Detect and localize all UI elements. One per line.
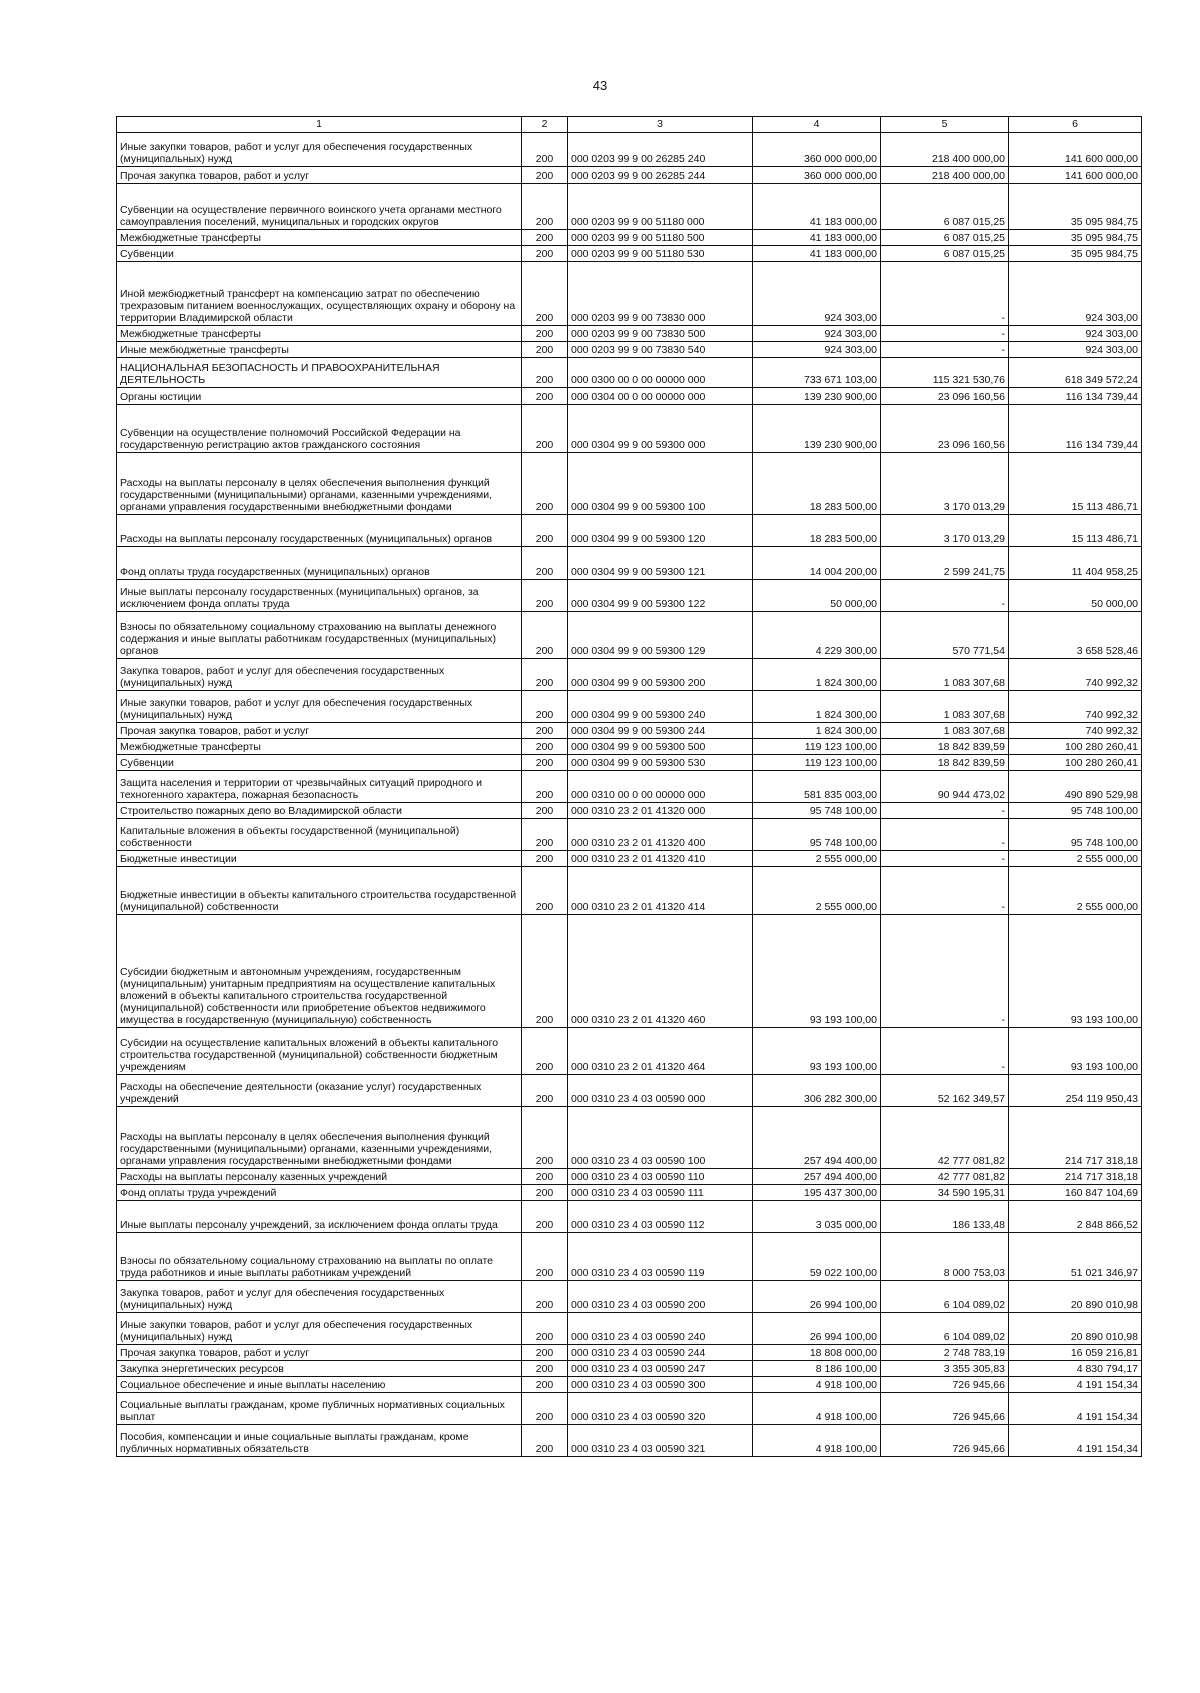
row-executed-cell: 3 170 013,29 (881, 453, 1009, 515)
row-admin-code-cell: 200 (522, 867, 568, 915)
row-admin-code-cell: 200 (522, 167, 568, 184)
row-name-cell: Субсидии бюджетным и автономным учреждениям, государственным (муниципальным) унитарным предприятиям на осуществление капитальных вложений в объекты капитального строительства государственной (муниципальной) собственности или приобретение объектов недвижимого имущества в государственную (муниципальную) собственность (117, 915, 522, 1028)
row-approved-cell: 95 748 100,00 (753, 819, 881, 851)
table-row (117, 262, 1142, 326)
row-admin-code-cell: 200 (522, 358, 568, 388)
table-row (117, 358, 1142, 388)
row-name-cell: Иные закупки товаров, работ и услуг для обеспечения государственных (муниципальных) нужд (117, 691, 522, 723)
row-approved-cell: 1 824 300,00 (753, 691, 881, 723)
row-approved-cell: 119 123 100,00 (753, 755, 881, 771)
row-budget-code-cell: 000 0310 23 4 03 00590 240 (568, 1313, 753, 1345)
row-executed-cell: 42 777 081,82 (881, 1107, 1009, 1169)
row-admin-code-cell: 200 (522, 1393, 568, 1425)
row-approved-cell: 924 303,00 (753, 342, 881, 358)
row-budget-code-cell: 000 0203 99 9 00 51180 530 (568, 246, 753, 262)
row-approved-cell: 4 918 100,00 (753, 1393, 881, 1425)
row-budget-code-cell: 000 0310 23 2 01 41320 460 (568, 915, 753, 1028)
row-unexecuted-cell: 740 992,32 (1009, 659, 1142, 691)
row-executed-cell: 23 096 160,56 (881, 388, 1009, 405)
table-row (117, 1393, 1142, 1425)
row-name-cell: Фонд оплаты труда учреждений (117, 1185, 522, 1201)
row-executed-cell: 3 355 305,83 (881, 1361, 1009, 1377)
row-admin-code-cell: 200 (522, 723, 568, 739)
row-approved-cell: 4 918 100,00 (753, 1425, 881, 1457)
row-name-cell: Пособия, компенсации и иные социальные выплаты гражданам, кроме публичных нормативных обязательств (117, 1425, 522, 1457)
row-approved-cell: 18 808 000,00 (753, 1345, 881, 1361)
table-row (117, 547, 1142, 580)
row-name-cell: Субвенции (117, 755, 522, 771)
row-admin-code-cell: 200 (522, 246, 568, 262)
table-row (117, 1169, 1142, 1185)
table-row (117, 1313, 1142, 1345)
table-row (117, 1201, 1142, 1233)
row-name-cell: Субвенции на осуществление первичного воинского учета органами местного самоуправления поселений, муниципальных и городских округов (117, 184, 522, 230)
row-budget-code-cell: 000 0310 23 2 01 41320 414 (568, 867, 753, 915)
row-executed-cell: 726 945,66 (881, 1425, 1009, 1457)
row-name-cell: Капитальные вложения в объекты государственной (муниципальной) собственности (117, 819, 522, 851)
row-name-cell: Социальные выплаты гражданам, кроме публичных нормативных социальных выплат (117, 1393, 522, 1425)
row-unexecuted-cell: 93 193 100,00 (1009, 915, 1142, 1028)
row-executed-cell: 34 590 195,31 (881, 1185, 1009, 1201)
row-executed-cell: 52 162 349,57 (881, 1075, 1009, 1107)
row-name-cell: Субвенции (117, 246, 522, 262)
row-approved-cell: 41 183 000,00 (753, 184, 881, 230)
row-name-cell: Прочая закупка товаров, работ и услуг (117, 167, 522, 184)
row-budget-code-cell: 000 0300 00 0 00 00000 000 (568, 358, 753, 388)
table-row (117, 803, 1142, 819)
table-row (117, 1281, 1142, 1313)
row-executed-cell: 6 087 015,25 (881, 230, 1009, 246)
row-budget-code-cell: 000 0203 99 9 00 26285 240 (568, 133, 753, 167)
table-row (117, 405, 1142, 453)
row-approved-cell: 4 918 100,00 (753, 1377, 881, 1393)
table-row (117, 867, 1142, 915)
row-name-cell: Расходы на выплаты персоналу казенных учреждений (117, 1169, 522, 1185)
row-admin-code-cell: 200 (522, 771, 568, 803)
row-approved-cell: 924 303,00 (753, 326, 881, 342)
row-approved-cell: 8 186 100,00 (753, 1361, 881, 1377)
row-name-cell: Строительство пожарных депо во Владимирской области (117, 803, 522, 819)
row-unexecuted-cell: 4 191 154,34 (1009, 1393, 1142, 1425)
table-row (117, 453, 1142, 515)
row-unexecuted-cell: 4 191 154,34 (1009, 1425, 1142, 1457)
row-executed-cell: 42 777 081,82 (881, 1169, 1009, 1185)
column-header-5: 5 (881, 117, 1009, 133)
row-executed-cell: 8 000 753,03 (881, 1233, 1009, 1281)
row-executed-cell: 218 400 000,00 (881, 167, 1009, 184)
row-admin-code-cell: 200 (522, 1201, 568, 1233)
row-executed-cell: - (881, 819, 1009, 851)
table-row (117, 515, 1142, 547)
row-unexecuted-cell: 2 555 000,00 (1009, 851, 1142, 867)
row-unexecuted-cell: 3 658 528,46 (1009, 612, 1142, 659)
row-admin-code-cell: 200 (522, 755, 568, 771)
row-admin-code-cell: 200 (522, 819, 568, 851)
table-row (117, 167, 1142, 184)
row-executed-cell: 6 104 089,02 (881, 1313, 1009, 1345)
table-row (117, 1233, 1142, 1281)
row-approved-cell: 257 494 400,00 (753, 1107, 881, 1169)
table-row (117, 819, 1142, 851)
table-row (117, 1377, 1142, 1393)
row-name-cell: Расходы на обеспечение деятельности (оказание услуг) государственных учреждений (117, 1075, 522, 1107)
row-budget-code-cell: 000 0203 99 9 00 51180 000 (568, 184, 753, 230)
row-admin-code-cell: 200 (522, 1377, 568, 1393)
row-executed-cell: - (881, 851, 1009, 867)
table-row (117, 133, 1142, 167)
row-budget-code-cell: 000 0310 23 4 03 00590 000 (568, 1075, 753, 1107)
row-name-cell: Субвенции на осуществление полномочий Российской Федерации на государственную регистрацию актов гражданского состояния (117, 405, 522, 453)
table-row (117, 388, 1142, 405)
row-admin-code-cell: 200 (522, 262, 568, 326)
table-row (117, 612, 1142, 659)
row-admin-code-cell: 200 (522, 547, 568, 580)
row-budget-code-cell: 000 0304 99 9 00 59300 121 (568, 547, 753, 580)
row-name-cell: Прочая закупка товаров, работ и услуг (117, 1345, 522, 1361)
row-admin-code-cell: 200 (522, 691, 568, 723)
row-budget-code-cell: 000 0310 23 4 03 00590 111 (568, 1185, 753, 1201)
row-unexecuted-cell: 490 890 529,98 (1009, 771, 1142, 803)
row-executed-cell: 2 599 241,75 (881, 547, 1009, 580)
row-admin-code-cell: 200 (522, 230, 568, 246)
row-admin-code-cell: 200 (522, 1281, 568, 1313)
row-admin-code-cell: 200 (522, 1028, 568, 1075)
row-approved-cell: 581 835 003,00 (753, 771, 881, 803)
row-unexecuted-cell: 100 280 260,41 (1009, 755, 1142, 771)
row-executed-cell: - (881, 262, 1009, 326)
row-name-cell: Бюджетные инвестиции в объекты капитального строительства государственной (муниципальной) собственности (117, 867, 522, 915)
row-name-cell: Иные выплаты персоналу государственных (муниципальных) органов, за исключением фонда оплаты труда (117, 580, 522, 612)
row-name-cell: Социальное обеспечение и иные выплаты населению (117, 1377, 522, 1393)
row-unexecuted-cell: 93 193 100,00 (1009, 1028, 1142, 1075)
row-unexecuted-cell: 16 059 216,81 (1009, 1345, 1142, 1361)
row-admin-code-cell: 200 (522, 659, 568, 691)
row-approved-cell: 306 282 300,00 (753, 1075, 881, 1107)
table-row (117, 230, 1142, 246)
row-admin-code-cell: 200 (522, 326, 568, 342)
row-budget-code-cell: 000 0310 00 0 00 00000 000 (568, 771, 753, 803)
row-unexecuted-cell: 15 113 486,71 (1009, 515, 1142, 547)
table-row (117, 691, 1142, 723)
row-name-cell: Взносы по обязательному социальному страхованию на выплаты по оплате труда работников и иные выплаты работникам учреждений (117, 1233, 522, 1281)
row-executed-cell: 1 083 307,68 (881, 723, 1009, 739)
row-executed-cell: 186 133,48 (881, 1201, 1009, 1233)
row-admin-code-cell: 200 (522, 184, 568, 230)
row-budget-code-cell: 000 0304 99 9 00 59300 122 (568, 580, 753, 612)
row-unexecuted-cell: 924 303,00 (1009, 326, 1142, 342)
row-unexecuted-cell: 20 890 010,98 (1009, 1281, 1142, 1313)
table-row (117, 1345, 1142, 1361)
row-budget-code-cell: 000 0304 99 9 00 59300 000 (568, 405, 753, 453)
row-admin-code-cell: 200 (522, 453, 568, 515)
row-name-cell: Органы юстиции (117, 388, 522, 405)
row-name-cell: Межбюджетные трансферты (117, 739, 522, 755)
row-budget-code-cell: 000 0310 23 4 03 00590 112 (568, 1201, 753, 1233)
row-approved-cell: 139 230 900,00 (753, 405, 881, 453)
row-name-cell: Фонд оплаты труда государственных (муниципальных) органов (117, 547, 522, 580)
row-name-cell: Закупка энергетических ресурсов (117, 1361, 522, 1377)
row-unexecuted-cell: 100 280 260,41 (1009, 739, 1142, 755)
row-executed-cell: 726 945,66 (881, 1377, 1009, 1393)
row-budget-code-cell: 000 0310 23 4 03 00590 244 (568, 1345, 753, 1361)
row-executed-cell: 2 748 783,19 (881, 1345, 1009, 1361)
row-budget-code-cell: 000 0203 99 9 00 73830 500 (568, 326, 753, 342)
row-budget-code-cell: 000 0304 99 9 00 59300 120 (568, 515, 753, 547)
page-number: 43 (592, 78, 608, 93)
table-row (117, 1361, 1142, 1377)
row-executed-cell: 218 400 000,00 (881, 133, 1009, 167)
row-approved-cell: 95 748 100,00 (753, 803, 881, 819)
row-approved-cell: 1 824 300,00 (753, 723, 881, 739)
table-row (117, 342, 1142, 358)
table-row (117, 851, 1142, 867)
row-executed-cell: 90 944 473,02 (881, 771, 1009, 803)
row-admin-code-cell: 200 (522, 405, 568, 453)
row-unexecuted-cell: 141 600 000,00 (1009, 167, 1142, 184)
row-unexecuted-cell: 2 555 000,00 (1009, 867, 1142, 915)
row-admin-code-cell: 200 (522, 612, 568, 659)
row-name-cell: Иной межбюджетный трансферт на компенсацию затрат по обеспечению трехразовым питанием военнослужащих, осуществляющих охрану и оборону на территории Владимирской области (117, 262, 522, 326)
row-name-cell: Защита населения и территории от чрезвычайных ситуаций природного и техногенного характера, пожарная безопасность (117, 771, 522, 803)
row-approved-cell: 93 193 100,00 (753, 1028, 881, 1075)
row-admin-code-cell: 200 (522, 1233, 568, 1281)
row-name-cell: Расходы на выплаты персоналу государственных (муниципальных) органов (117, 515, 522, 547)
row-unexecuted-cell: 740 992,32 (1009, 691, 1142, 723)
row-unexecuted-cell: 141 600 000,00 (1009, 133, 1142, 167)
row-executed-cell: 6 087 015,25 (881, 246, 1009, 262)
row-executed-cell: - (881, 326, 1009, 342)
row-budget-code-cell: 000 0304 99 9 00 59300 530 (568, 755, 753, 771)
row-approved-cell: 2 555 000,00 (753, 867, 881, 915)
row-budget-code-cell: 000 0310 23 2 01 41320 000 (568, 803, 753, 819)
row-approved-cell: 14 004 200,00 (753, 547, 881, 580)
table-row (117, 915, 1142, 1028)
row-executed-cell: 23 096 160,56 (881, 405, 1009, 453)
row-admin-code-cell: 200 (522, 739, 568, 755)
column-header-4: 4 (753, 117, 881, 133)
row-approved-cell: 93 193 100,00 (753, 915, 881, 1028)
row-executed-cell: 18 842 839,59 (881, 755, 1009, 771)
row-approved-cell: 195 437 300,00 (753, 1185, 881, 1201)
row-unexecuted-cell: 51 021 346,97 (1009, 1233, 1142, 1281)
row-approved-cell: 2 555 000,00 (753, 851, 881, 867)
row-name-cell: Иные закупки товаров, работ и услуг для обеспечения государственных (муниципальных) нужд (117, 1313, 522, 1345)
row-budget-code-cell: 000 0310 23 2 01 41320 410 (568, 851, 753, 867)
row-approved-cell: 360 000 000,00 (753, 167, 881, 184)
row-unexecuted-cell: 95 748 100,00 (1009, 819, 1142, 851)
row-name-cell: Взносы по обязательному социальному страхованию на выплаты денежного содержания и иные выплаты работникам государственных (муниципальных) органов (117, 612, 522, 659)
table-row (117, 771, 1142, 803)
row-admin-code-cell: 200 (522, 1361, 568, 1377)
row-name-cell: Иные закупки товаров, работ и услуг для обеспечения государственных (муниципальных) нужд (117, 133, 522, 167)
row-unexecuted-cell: 254 119 950,43 (1009, 1075, 1142, 1107)
row-approved-cell: 41 183 000,00 (753, 246, 881, 262)
row-approved-cell: 4 229 300,00 (753, 612, 881, 659)
row-budget-code-cell: 000 0310 23 4 03 00590 119 (568, 1233, 753, 1281)
row-name-cell: Закупка товаров, работ и услуг для обеспечения государственных (муниципальных) нужд (117, 1281, 522, 1313)
row-unexecuted-cell: 214 717 318,18 (1009, 1107, 1142, 1169)
row-approved-cell: 26 994 100,00 (753, 1313, 881, 1345)
row-budget-code-cell: 000 0310 23 4 03 00590 247 (568, 1361, 753, 1377)
row-unexecuted-cell: 116 134 739,44 (1009, 388, 1142, 405)
budget-execution-table (116, 116, 1142, 1457)
row-budget-code-cell: 000 0203 99 9 00 73830 540 (568, 342, 753, 358)
row-budget-code-cell: 000 0310 23 4 03 00590 100 (568, 1107, 753, 1169)
row-admin-code-cell: 200 (522, 1313, 568, 1345)
row-budget-code-cell: 000 0304 99 9 00 59300 244 (568, 723, 753, 739)
row-approved-cell: 119 123 100,00 (753, 739, 881, 755)
table-row (117, 1028, 1142, 1075)
row-admin-code-cell: 200 (522, 1075, 568, 1107)
row-unexecuted-cell: 4 191 154,34 (1009, 1377, 1142, 1393)
row-approved-cell: 139 230 900,00 (753, 388, 881, 405)
row-budget-code-cell: 000 0203 99 9 00 51180 500 (568, 230, 753, 246)
table-row (117, 1075, 1142, 1107)
row-unexecuted-cell: 214 717 318,18 (1009, 1169, 1142, 1185)
row-admin-code-cell: 200 (522, 1425, 568, 1457)
row-unexecuted-cell: 50 000,00 (1009, 580, 1142, 612)
row-unexecuted-cell: 35 095 984,75 (1009, 246, 1142, 262)
row-executed-cell: 570 771,54 (881, 612, 1009, 659)
table-row (117, 1425, 1142, 1457)
column-header-1: 1 (117, 117, 522, 133)
row-unexecuted-cell: 95 748 100,00 (1009, 803, 1142, 819)
row-budget-code-cell: 000 0310 23 4 03 00590 300 (568, 1377, 753, 1393)
row-admin-code-cell: 200 (522, 1169, 568, 1185)
row-approved-cell: 18 283 500,00 (753, 453, 881, 515)
row-executed-cell: 1 083 307,68 (881, 691, 1009, 723)
row-unexecuted-cell: 924 303,00 (1009, 342, 1142, 358)
table-row (117, 1107, 1142, 1169)
row-name-cell: Межбюджетные трансферты (117, 326, 522, 342)
row-budget-code-cell: 000 0310 23 2 01 41320 464 (568, 1028, 753, 1075)
row-budget-code-cell: 000 0310 23 4 03 00590 320 (568, 1393, 753, 1425)
row-admin-code-cell: 200 (522, 580, 568, 612)
table-body (117, 133, 1142, 1457)
row-admin-code-cell: 200 (522, 388, 568, 405)
table-row (117, 184, 1142, 230)
table-row (117, 755, 1142, 771)
row-budget-code-cell: 000 0304 99 9 00 59300 240 (568, 691, 753, 723)
row-executed-cell: 1 083 307,68 (881, 659, 1009, 691)
row-budget-code-cell: 000 0304 00 0 00 00000 000 (568, 388, 753, 405)
row-name-cell: Расходы на выплаты персоналу в целях обеспечения выполнения функций государственными (муниципальными) органами, казенными учреждениями, органами управления государственными внебюджетными фондами (117, 1107, 522, 1169)
row-executed-cell: - (881, 915, 1009, 1028)
column-header-2: 2 (522, 117, 568, 133)
row-name-cell: Расходы на выплаты персоналу в целях обеспечения выполнения функций государственными (муниципальными) органами, казенными учреждениями, органами управления государственными внебюджетными фондами (117, 453, 522, 515)
row-unexecuted-cell: 160 847 104,69 (1009, 1185, 1142, 1201)
table-row (117, 246, 1142, 262)
row-name-cell: Субсидии на осуществление капитальных вложений в объекты капитального строительства государственной (муниципальной) собственности бюджетным учреждениям (117, 1028, 522, 1075)
row-budget-code-cell: 000 0310 23 4 03 00590 110 (568, 1169, 753, 1185)
row-approved-cell: 257 494 400,00 (753, 1169, 881, 1185)
row-unexecuted-cell: 4 830 794,17 (1009, 1361, 1142, 1377)
row-name-cell: Межбюджетные трансферты (117, 230, 522, 246)
row-admin-code-cell: 200 (522, 1185, 568, 1201)
row-budget-code-cell: 000 0310 23 2 01 41320 400 (568, 819, 753, 851)
row-admin-code-cell: 200 (522, 915, 568, 1028)
row-admin-code-cell: 200 (522, 133, 568, 167)
table-row (117, 580, 1142, 612)
column-header-6: 6 (1009, 117, 1142, 133)
row-executed-cell: - (881, 803, 1009, 819)
row-name-cell: Иные выплаты персоналу учреждений, за исключением фонда оплаты труда (117, 1201, 522, 1233)
row-budget-code-cell: 000 0304 99 9 00 59300 500 (568, 739, 753, 755)
row-executed-cell: 18 842 839,59 (881, 739, 1009, 755)
row-admin-code-cell: 200 (522, 515, 568, 547)
row-approved-cell: 59 022 100,00 (753, 1233, 881, 1281)
row-unexecuted-cell: 35 095 984,75 (1009, 184, 1142, 230)
row-approved-cell: 733 671 103,00 (753, 358, 881, 388)
row-budget-code-cell: 000 0304 99 9 00 59300 129 (568, 612, 753, 659)
row-unexecuted-cell: 15 113 486,71 (1009, 453, 1142, 515)
header-row (117, 117, 1142, 133)
row-approved-cell: 360 000 000,00 (753, 133, 881, 167)
row-unexecuted-cell: 35 095 984,75 (1009, 230, 1142, 246)
row-approved-cell: 41 183 000,00 (753, 230, 881, 246)
row-budget-code-cell: 000 0304 99 9 00 59300 100 (568, 453, 753, 515)
row-unexecuted-cell: 740 992,32 (1009, 723, 1142, 739)
row-name-cell: Закупка товаров, работ и услуг для обеспечения государственных (муниципальных) нужд (117, 659, 522, 691)
column-header-3: 3 (568, 117, 753, 133)
row-executed-cell: 6 087 015,25 (881, 184, 1009, 230)
row-approved-cell: 1 824 300,00 (753, 659, 881, 691)
row-executed-cell: 3 170 013,29 (881, 515, 1009, 547)
row-name-cell: Бюджетные инвестиции (117, 851, 522, 867)
row-approved-cell: 50 000,00 (753, 580, 881, 612)
row-executed-cell: 726 945,66 (881, 1393, 1009, 1425)
row-admin-code-cell: 200 (522, 851, 568, 867)
row-executed-cell: - (881, 867, 1009, 915)
row-executed-cell: 6 104 089,02 (881, 1281, 1009, 1313)
row-approved-cell: 924 303,00 (753, 262, 881, 326)
table-row (117, 659, 1142, 691)
row-unexecuted-cell: 116 134 739,44 (1009, 405, 1142, 453)
table-row (117, 1185, 1142, 1201)
row-approved-cell: 3 035 000,00 (753, 1201, 881, 1233)
row-admin-code-cell: 200 (522, 1107, 568, 1169)
row-budget-code-cell: 000 0310 23 4 03 00590 321 (568, 1425, 753, 1457)
row-budget-code-cell: 000 0310 23 4 03 00590 200 (568, 1281, 753, 1313)
row-unexecuted-cell: 618 349 572,24 (1009, 358, 1142, 388)
row-unexecuted-cell: 924 303,00 (1009, 262, 1142, 326)
row-executed-cell: - (881, 342, 1009, 358)
row-unexecuted-cell: 20 890 010,98 (1009, 1313, 1142, 1345)
row-budget-code-cell: 000 0304 99 9 00 59300 200 (568, 659, 753, 691)
row-budget-code-cell: 000 0203 99 9 00 26285 244 (568, 167, 753, 184)
row-admin-code-cell: 200 (522, 803, 568, 819)
row-admin-code-cell: 200 (522, 1345, 568, 1361)
row-unexecuted-cell: 2 848 866,52 (1009, 1201, 1142, 1233)
table-row (117, 723, 1142, 739)
row-unexecuted-cell: 11 404 958,25 (1009, 547, 1142, 580)
row-name-cell: Прочая закупка товаров, работ и услуг (117, 723, 522, 739)
row-approved-cell: 26 994 100,00 (753, 1281, 881, 1313)
row-executed-cell: - (881, 580, 1009, 612)
row-name-cell: НАЦИОНАЛЬНАЯ БЕЗОПАСНОСТЬ И ПРАВООХРАНИТЕЛЬНАЯ ДЕЯТЕЛЬНОСТЬ (117, 358, 522, 388)
row-name-cell: Иные межбюджетные трансферты (117, 342, 522, 358)
row-approved-cell: 18 283 500,00 (753, 515, 881, 547)
row-budget-code-cell: 000 0203 99 9 00 73830 000 (568, 262, 753, 326)
row-executed-cell: 115 321 530,76 (881, 358, 1009, 388)
row-admin-code-cell: 200 (522, 342, 568, 358)
row-executed-cell: - (881, 1028, 1009, 1075)
table-row (117, 739, 1142, 755)
table-row (117, 326, 1142, 342)
